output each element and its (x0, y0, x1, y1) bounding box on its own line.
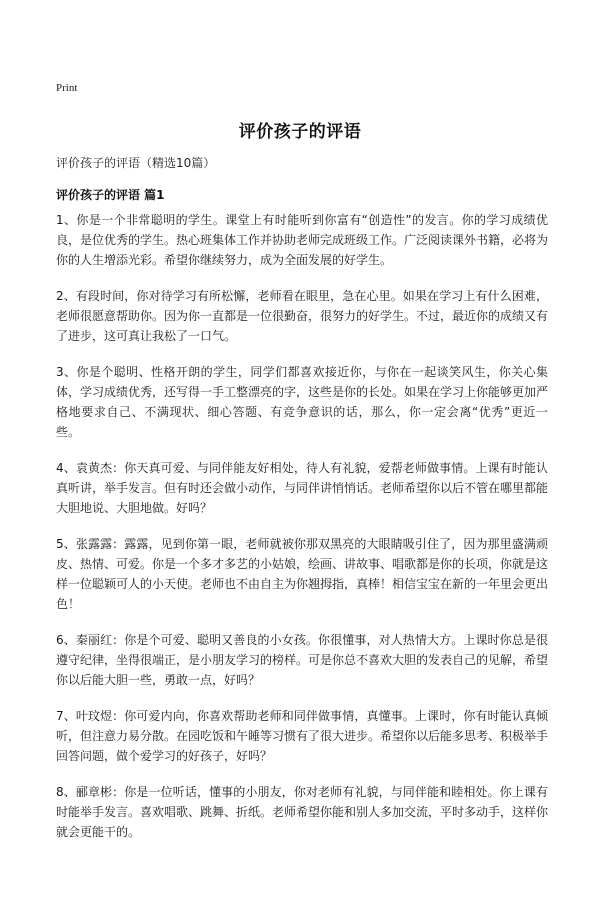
page-title: 评价孩子的评语 (238, 122, 362, 142)
comment-entry-7: 7、叶玟煜：你可爱内向，你喜欢帮助老师和同伴做事情，真懂事。上课时，你有时能认真倾听，但注意力易分散。在园吃饭和午睡等习惯有了很大进步。希望你以后能多思考、积极举手回答问题，做个爱学习的好孩子，好吗？ (56, 709, 549, 763)
document-subtitle: 评价孩子的评语（精选10篇） (56, 156, 216, 170)
comment-entry-5: 5、张露露：露露，见到你第一眼，老师就被你那双黑亮的大眼睛吸引住了，因为那里盛满顽皮、热情、可爱。你是一个多才多艺的小姑娘，绘画、讲故事、唱歌都是你的长项，你就是这样一位聪颖可人的小天使。老师也不由自主为你翘拇指，真棒！相信宝宝在新的一年里会更出色！ (56, 537, 549, 611)
comment-entry-4: 4、袁黄杰：你天真可爱、与同伴能友好相处，待人有礼貌，爱帮老师做事情。上课有时能认真听讲，举手发言。但有时还会做小动作，与同伴讲悄悄话。老师希望你以后不管在哪里都能大胆地说、大胆地做。好吗？ (56, 461, 549, 515)
entries-list (56, 210, 548, 858)
comment-entry-8: 8、郦章彬：你是一位听话，懂事的小朋友，你对老师有礼貌，与同伴能和睦相处。你上课有时能举手发言。喜欢唱歌、跳舞、折纸。老师希望你能和别人多加交流，平时多动手，这样你就会更能干的。 (56, 785, 549, 839)
print-link[interactable]: Print (56, 82, 78, 94)
comment-entry-6: 6、秦丽红：你是个可爱、聪明又善良的小女孩。你很懂事，对人热情大方。上课时你总是很遵守纪律，坐得很端正，是小朋友学习的榜样。可是你总不喜欢大胆的发表自己的见解，希望你以后能大胆一些，勇敢一点，好吗？ (56, 633, 549, 687)
comment-entry-2: 2、有段时间，你对待学习有所松懈，老师看在眼里，急在心里。如果在学习上有什么困难，老师很愿意帮助你。因为你一直都是一位很勤奋，很努力的好学生。不过，最近你的成绩又有了进步，这可真让我松了一口气。 (56, 289, 549, 343)
comment-entry-3: 3、你是个聪明、性格开朗的学生，同学们都喜欢接近你，与你在一起谈笑风生，你关心集体，学习成绩优秀，还写得一手工整漂亮的字，这些是你的长处。如果在学习上你能够更加严格地要求自己、不满现状、细心答题、有竞争意识的话，那么，你一定会离“优秀”更近一些。 (56, 365, 549, 439)
section-heading: 评价孩子的评语 篇1 (56, 188, 165, 202)
comment-entry-1: 1、你是一个非常聪明的学生。课堂上有时能听到你富有“创造性”的发言。你的学习成绩优良，是位优秀的学生。热心班集体工作并协助老师完成班级工作。广泛阅读课外书籍，必将为你的人生增添光彩。希望你继续努力，成为全面发展的好学生。 (56, 213, 549, 267)
